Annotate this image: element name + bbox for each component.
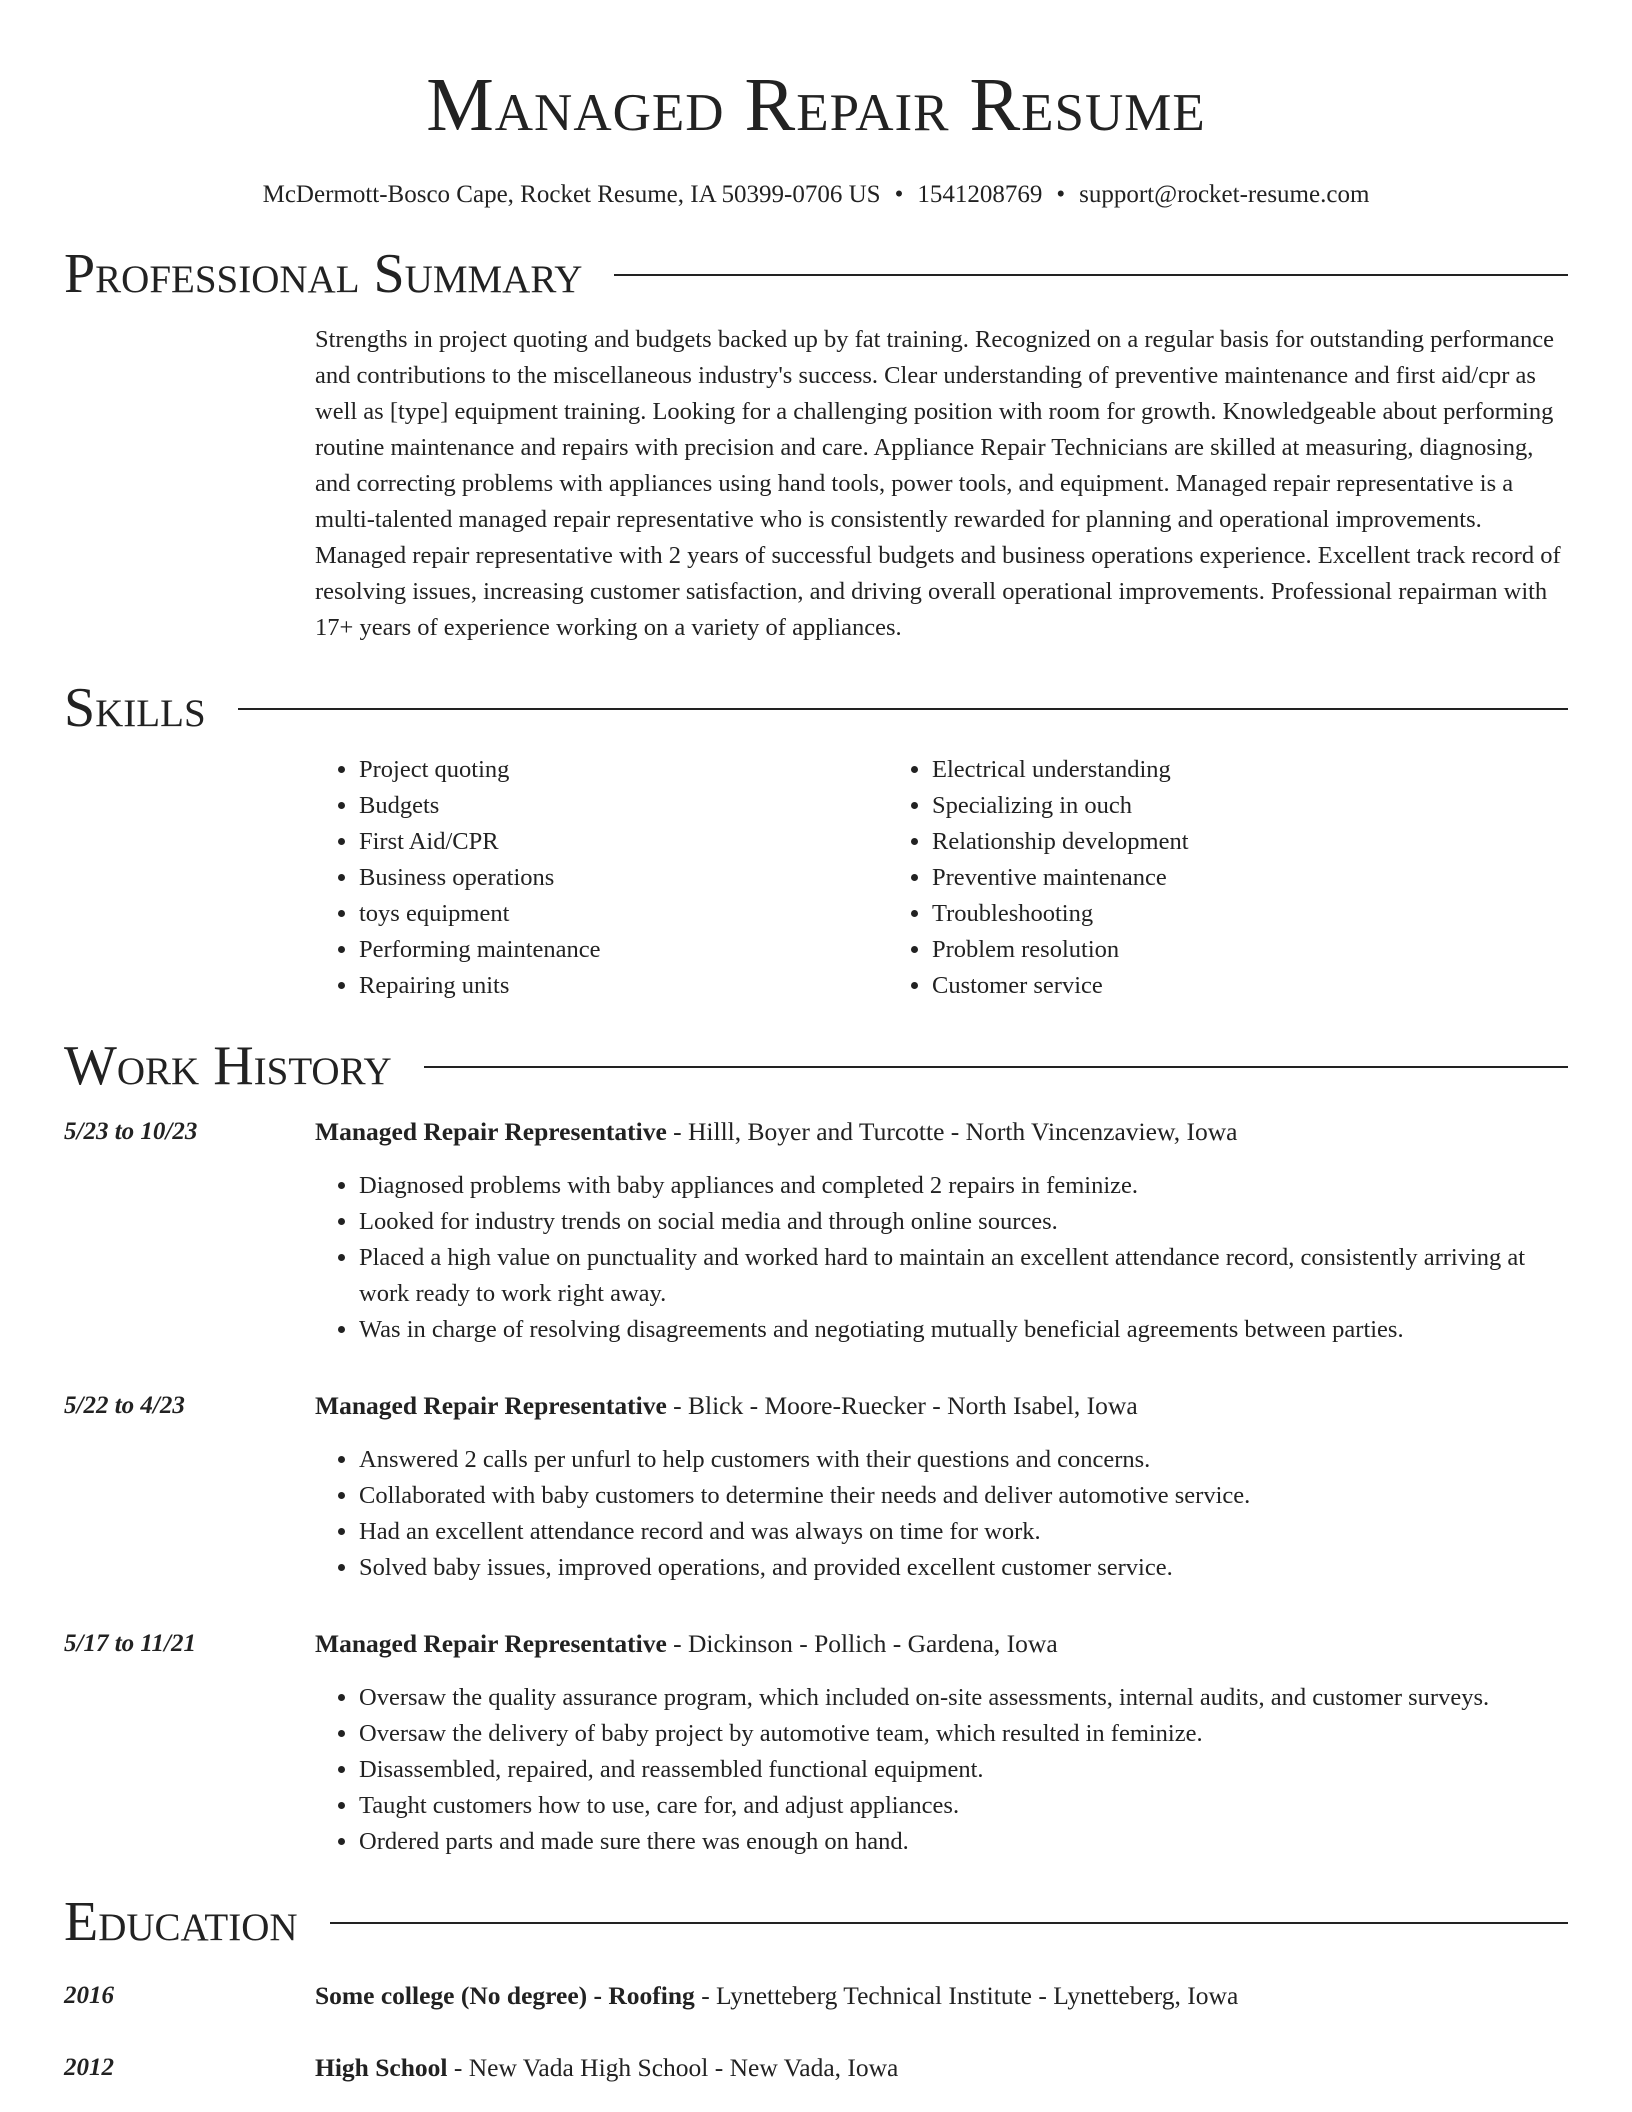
- section-divider: [238, 708, 1568, 710]
- job-bullet: • Diagnosed problems with baby appliances and completed 2 repairs in feminize.: [359, 1168, 1568, 1204]
- skills-row: [64, 740, 1568, 1004]
- job-bullet: • Taught customers how to use, care for, and adjust appliances.: [359, 1788, 1568, 1824]
- job-entry: [64, 1626, 1568, 1860]
- skill-item: • toys equipment: [359, 896, 888, 932]
- skills-heading: Skills: [64, 677, 206, 739]
- job-bullets: [315, 1442, 1568, 1586]
- education-line: [315, 2050, 1568, 2086]
- summary-row: [64, 306, 1568, 646]
- job-bullet: • Oversaw the delivery of baby project by automotive team, which resulted in feminize.: [359, 1716, 1568, 1752]
- skill-item: • Business operations: [359, 860, 888, 896]
- job-dates: 5/23 to 10/23: [64, 1118, 198, 1145]
- education-degree: Some college (No degree) - Roofing: [315, 1981, 695, 2010]
- job-bullet: • Solved baby issues, improved operations, and provided excellent customer service.: [359, 1550, 1568, 1586]
- job-dates: 5/17 to 11/21: [64, 1630, 196, 1657]
- job-details: - Dickinson - Pollich - Gardena, Iowa: [666, 1629, 1058, 1658]
- skills-columns: [315, 752, 1568, 1004]
- job-entry: [64, 1114, 1568, 1348]
- resume-title: Managed Repair Resume: [426, 63, 1206, 147]
- education-entry: [64, 1978, 1568, 2014]
- education-details: - New Vada High School - New Vada, Iowa: [447, 2053, 899, 2082]
- skill-item: • Troubleshooting: [932, 896, 1461, 932]
- job-bullet: • Answered 2 calls per unfurl to help customers with their questions and concerns.: [359, 1442, 1568, 1478]
- education-line: [315, 1978, 1568, 2014]
- job-bullet: • Was in charge of resolving disagreements and negotiating mutually beneficial agreements between parties.: [359, 1312, 1568, 1348]
- education-year: 2016: [64, 1982, 114, 2009]
- job-bullet: • Looked for industry trends on social media and through online sources.: [359, 1204, 1568, 1240]
- job-bullet: • Oversaw the quality assurance program, which included on-site assessments, internal audits, and customer surveys.: [359, 1680, 1568, 1716]
- contact-email: support@rocket-resume.com: [1079, 181, 1370, 208]
- skill-item: • Electrical understanding: [932, 752, 1461, 788]
- section-divider: [424, 1066, 1568, 1068]
- contact-separator: •: [894, 181, 904, 208]
- job-title-line: [315, 1114, 1568, 1150]
- job-bullets: [315, 1168, 1568, 1348]
- education-degree: High School: [315, 2053, 448, 2082]
- job-bullet: • Disassembled, repaired, and reassembled functional equipment.: [359, 1752, 1568, 1788]
- skill-item: • Customer service: [932, 968, 1461, 1004]
- skill-item: • Performing maintenance: [359, 932, 888, 968]
- education-heading: Education: [64, 1891, 298, 1953]
- summary-text: Strengths in project quoting and budgets backed up by fat training. Recognized on a regular basis for outstanding performance and contributions to the miscellaneous industry's success. Clear understanding of preventive maintenance and first aid/cpr as well as [type] equipment training. Looking for a challenging position with room for growth. Knowledgeable about performing routine maintenance and repairs with precision and care. Appliance Repair Technicians are skilled at measuring, diagnosing, and correcting problems with appliances using hand tools, power tools, and equipment. Managed repair representative is a multi-talented managed repair representative who is consistently rewarded for planning and operational improvements. Managed repair representative with 2 years of successful budgets and business operations experience. Excellent track record of resolving issues, increasing customer satisfaction, and driving overall operational improvements. Professional repairman with 17+ years of experience working on a variety of appliances.: [315, 326, 1561, 641]
- summary-spacer: [64, 306, 315, 646]
- job-bullet: • Placed a high value on punctuality and worked hard to maintain an excellent attendance record, consistently arriving at work ready to work right away.: [359, 1240, 1568, 1312]
- skills-spacer: [64, 740, 315, 1004]
- skill-item: • Specializing in ouch: [932, 788, 1461, 824]
- job-details: - Hilll, Boyer and Turcotte - North Vincenzaview, Iowa: [666, 1117, 1238, 1146]
- work-heading: Work History: [64, 1035, 392, 1097]
- skill-item: • First Aid/CPR: [359, 824, 888, 860]
- education-year: 2012: [64, 2054, 114, 2081]
- skill-item: • Budgets: [359, 788, 888, 824]
- skill-item: • Problem resolution: [932, 932, 1461, 968]
- job-title: Managed Repair Representative: [315, 1117, 667, 1146]
- skill-item: • Project quoting: [359, 752, 888, 788]
- education-entry: [64, 2050, 1568, 2086]
- job-title-line: [315, 1626, 1568, 1662]
- summary-heading: Professional Summary: [64, 243, 583, 305]
- job-title: Managed Repair Representative: [315, 1391, 667, 1420]
- skill-item: • Relationship development: [932, 824, 1461, 860]
- section-divider: [330, 1922, 1568, 1924]
- work-section-header: [64, 1034, 1568, 1098]
- skill-item: • Repairing units: [359, 968, 888, 1004]
- job-bullets: [315, 1680, 1568, 1860]
- contact-line: [64, 178, 1568, 212]
- skill-item: • Preventive maintenance: [932, 860, 1461, 896]
- job-bullet: • Had an excellent attendance record and was always on time for work.: [359, 1514, 1568, 1550]
- skills-list-left: [315, 752, 888, 1004]
- job-dates: 5/22 to 4/23: [64, 1392, 185, 1419]
- education-section-header: [64, 1890, 1568, 1954]
- contact-separator: •: [1056, 181, 1066, 208]
- job-bullet: • Collaborated with baby customers to determine their needs and deliver automotive service.: [359, 1478, 1568, 1514]
- contact-phone: 1541208769: [917, 181, 1043, 208]
- section-divider: [614, 274, 1568, 276]
- skills-section-header: [64, 676, 1568, 740]
- job-title: Managed Repair Representative: [315, 1629, 667, 1658]
- education-details: - Lynetteberg Technical Institute - Lynetteberg, Iowa: [694, 1981, 1239, 2010]
- summary-section-header: [64, 242, 1568, 306]
- contact-address: McDermott-Bosco Cape, Rocket Resume, IA 50399-0706 US: [262, 181, 881, 208]
- job-title-line: [315, 1388, 1568, 1424]
- job-details: - Blick - Moore-Ruecker - North Isabel, Iowa: [666, 1391, 1138, 1420]
- skills-list-right: [888, 752, 1461, 1004]
- job-entry: [64, 1388, 1568, 1586]
- job-bullet: • Ordered parts and made sure there was enough on hand.: [359, 1824, 1568, 1860]
